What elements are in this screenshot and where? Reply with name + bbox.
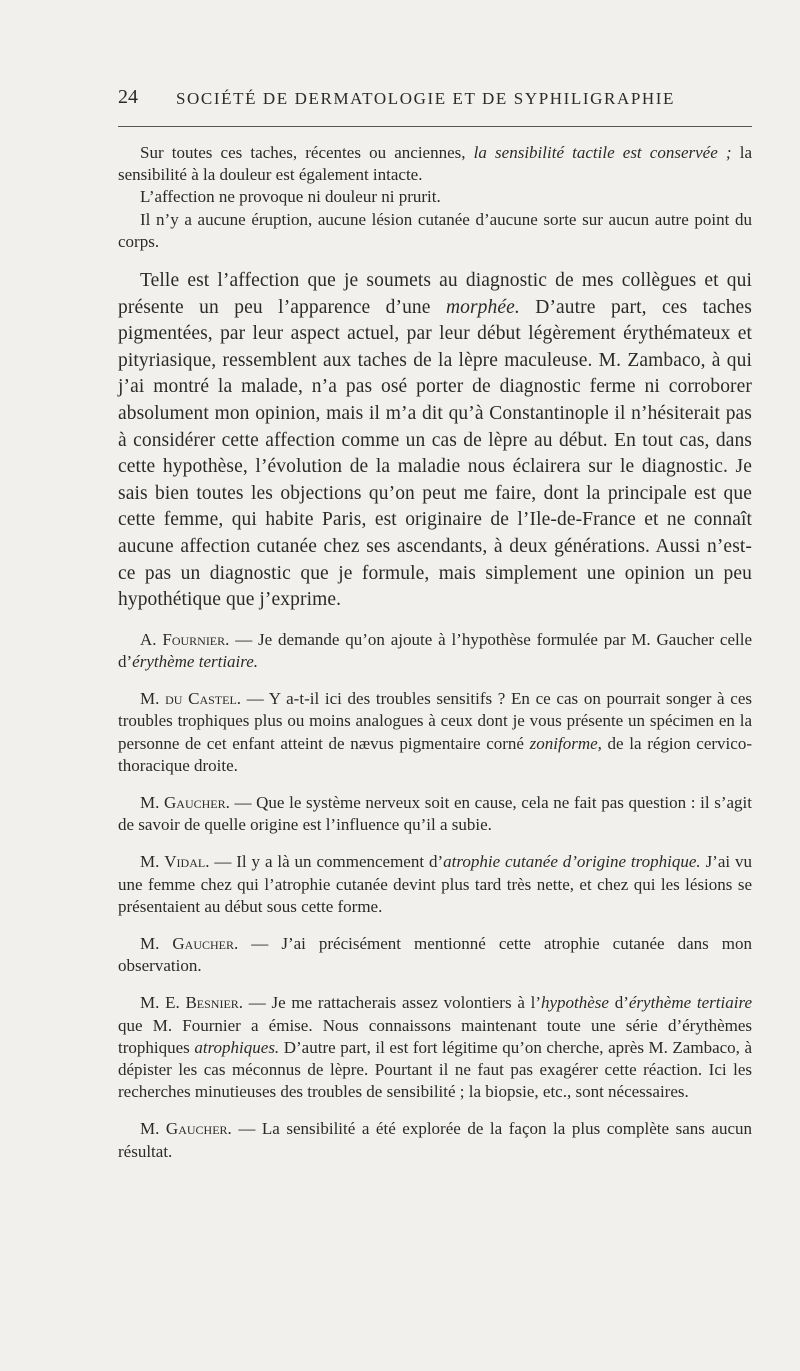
paragraph-sensibility: Sur toutes ces taches, récentes ou anciennes, la sensibilité tactile est conservée ; la sensibilité à la douleur est également intacte. <box>118 143 753 185</box>
paragraph-gaucher-1: M. Gaucher. — Que le système nerveux soit en cause, cela ne fait pas question : il s’agit de savoir de quelle origine est l’influence qu’il a subie. <box>118 792 752 835</box>
large-text-block <box>118 268 752 614</box>
running-title: SOCIÉTÉ DE DERMATOLOGIE ET DE SYPHILIGRAPHIE <box>176 89 676 108</box>
paragraph-gaucher-2: M. Gaucher. — J’ai précisément mentionné cette atrophie cutanée dans mon observation. <box>118 933 752 976</box>
paragraph-du-castel: M. du Castel. — Y a-t-il ici des troubles sensitifs ? En ce cas on pourrait songer à ces troubles trophiques plus ou moins analogues à ceux dont je vous présente un spécimen en la personne de cet enfant atteint de nævus pigmentaire corné zoniforme, de la région cervico-thoracique droite. <box>118 689 752 775</box>
header-rule <box>118 126 752 127</box>
paragraph-eruption: Il n’y a aucune éruption, aucune lésion cutanée d’aucune sorte sur aucun autre point du corps. <box>118 209 752 251</box>
paragraph-vidal: M. Vidal. — Il y a là un commencement d’atrophie cutanée d’origine trophique. J’ai vu une femme chez qui l’atrophie cutanée devint plus tard très nette, et chez qui les lésions se présentaient au début sous cette forme. <box>118 852 753 916</box>
page-number: 24 <box>118 86 138 108</box>
paragraph-diagnostic: Telle est l’affection que je soumets au diagnostic de mes collègues et qui présente un peu l’apparence d’une morphée. D’autre part, ces taches pigmentées, par leur aspect actuel, par leur début légèrement érythémateux et pityriasique, ressemblent aux taches de la lèpre maculeuse. M. Zambaco, à qui j’ai montré la malade, n’a pas osé porter de diagnostic ferme ni corroborer absolument mon opinion, mais il m’a dit qu’à Constantinople il n’hésiterait pas à considérer cette affection comme un cas de lèpre au début. En tout cas, dans cette hypothèse, l’évolution de la maladie nous éclairera sur le diagnostic. Je sais bien toutes les objections qu’on peut me faire, dont la principale est que cette femme, qui habite Paris, est originaire de l’Ile-de-France et ne connaît aucune affection cutanée chez ses ascendants, à deux générations. Aussi n’est-ce pas un diagnostic que je formule, mais simplement une opinion un peu hypothétique que j’exprime. <box>118 270 752 611</box>
paragraph-fournier: A. Fournier. — Je demande qu’on ajoute à l’hypothèse formulée par M. Gaucher celle d’érythème tertiaire. <box>118 629 752 671</box>
page-body <box>118 142 752 1163</box>
running-header <box>118 86 752 114</box>
paragraph-gaucher-3: M. Gaucher. — La sensibilité a été explorée de la façon la plus complète sans aucun résultat. <box>118 1119 752 1161</box>
discussion-block <box>118 629 752 1163</box>
paragraph-besnier: M. E. Besnier. — Je me rattacherais assez volontiers à l’hypothèse d’érythème tertiaire que M. Fournier a émise. Nous connaissons maintenant toute une série d’érythèmes trophiques atrophiques. D’autre part, il est fort légitime qu’on cherche, après M. Zambaco, à dépister les cas méconnus de lèpre. Pourtant il ne faut pas exagérer cette réaction. Ici les recherches minutieuses des troubles de sensibilité ; la biopsie, etc., sont nécessaires. <box>118 993 753 1102</box>
paragraph-prurit: L’affection ne provoque ni douleur ni prurit. <box>140 187 441 207</box>
small-text-block <box>118 142 752 253</box>
